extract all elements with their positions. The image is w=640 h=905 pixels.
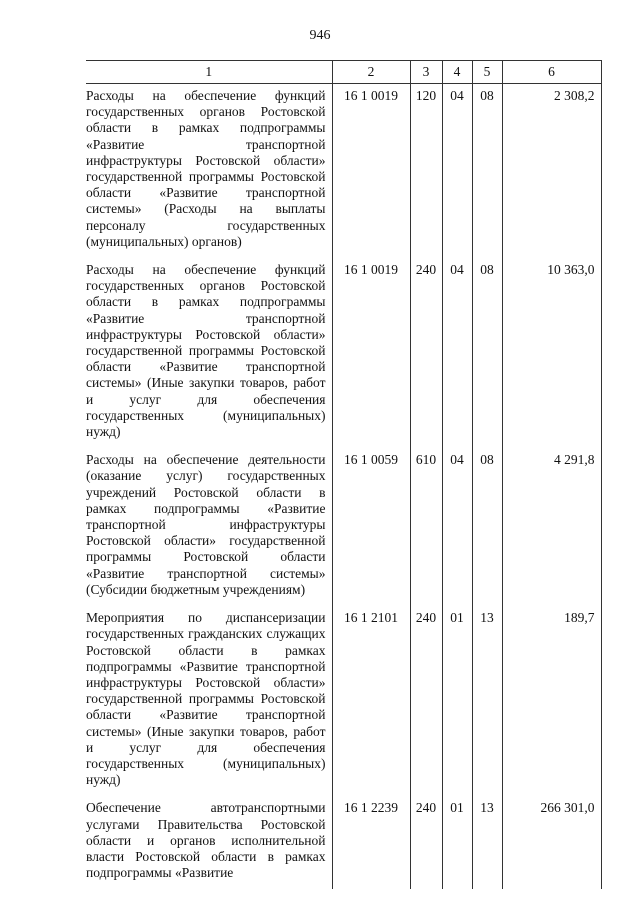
expense-type-code: 240 <box>410 606 442 796</box>
table-header-row <box>86 61 601 84</box>
column-header: 1 <box>86 61 332 84</box>
budget-table <box>86 60 602 889</box>
section-code: 01 <box>442 796 472 889</box>
target-article-code: 16 1 0059 <box>332 448 410 606</box>
row-description: Расходы на обеспечение деятельности (оказание услуг) государственных учреждений Ростовской области в рамках подпрограммы «Развитие транспортной инфраструктуры Ростовской области» государственной программы Ростовской области «Развитие транспортной системы» (Субсидии бюджетным учреждениям) <box>86 452 326 597</box>
column-header: 6 <box>502 61 601 84</box>
table-row <box>86 448 601 606</box>
column-header: 4 <box>442 61 472 84</box>
table-row <box>86 606 601 796</box>
expense-type-code: 120 <box>410 84 442 259</box>
amount: 2 308,2 <box>502 84 601 259</box>
amount: 10 363,0 <box>502 258 601 448</box>
subsection-code: 08 <box>472 258 502 448</box>
column-header: 2 <box>332 61 410 84</box>
section-code: 04 <box>442 84 472 259</box>
section-code: 01 <box>442 606 472 796</box>
subsection-code: 08 <box>472 448 502 606</box>
expense-type-code: 240 <box>410 258 442 448</box>
subsection-code: 13 <box>472 606 502 796</box>
expense-type-code: 610 <box>410 448 442 606</box>
column-header: 5 <box>472 61 502 84</box>
row-description: Расходы на обеспечение функций государственных органов Ростовской области в рамках подпрограммы «Развитие транспортной инфраструктуры Ростовской области» государственной программы Ростовской области «Развитие транспортной системы» (Иные закупки товаров, работ и услуг для обеспечения государственных (муниципальных) нужд) <box>86 262 326 440</box>
subsection-code: 13 <box>472 796 502 889</box>
amount: 266 301,0 <box>502 796 601 889</box>
table-row <box>86 796 601 889</box>
amount: 189,7 <box>502 606 601 796</box>
row-description: Обеспечение автотранспортными услугами Правительства Ростовской области и органов исполнительной власти Ростовской области в рамках подпрограммы «Развитие <box>86 800 326 881</box>
row-description: Мероприятия по диспансеризации государственных гражданских служащих Ростовской области в рамках подпрограммы «Развитие транспортной инфраструктуры Ростовской области» государственной программы Ростовской области «Развитие транспортной системы» (Иные закупки товаров, работ и услуг для обеспечения государственных (муниципальных) нужд) <box>86 610 326 788</box>
table-row <box>86 258 601 448</box>
target-article-code: 16 1 2101 <box>332 606 410 796</box>
subsection-code: 08 <box>472 84 502 259</box>
section-code: 04 <box>442 448 472 606</box>
column-header: 3 <box>410 61 442 84</box>
table-row <box>86 84 601 259</box>
row-description: Расходы на обеспечение функций государственных органов Ростовской области в рамках подпрограммы «Развитие транспортной инфраструктуры Ростовской области» государственной программы Ростовской области «Развитие транспортной системы» (Расходы на выплаты персоналу государственных (муниципальных) органов) <box>86 88 326 249</box>
amount: 4 291,8 <box>502 448 601 606</box>
target-article-code: 16 1 0019 <box>332 258 410 448</box>
expense-type-code: 240 <box>410 796 442 889</box>
target-article-code: 16 1 2239 <box>332 796 410 889</box>
target-article-code: 16 1 0019 <box>332 84 410 259</box>
section-code: 04 <box>442 258 472 448</box>
page-number: 946 <box>309 28 331 43</box>
